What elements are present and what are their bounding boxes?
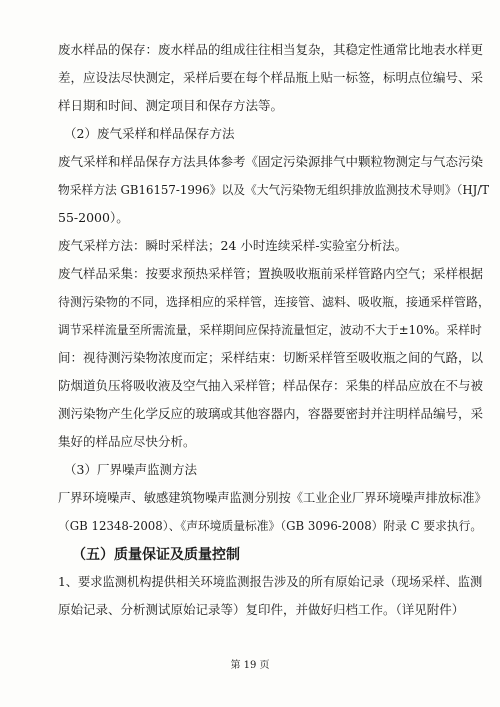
paragraph-line: 差，应设法尽快测定，采样后要在每个样品瓶上贴一标签，标明点位编号、采 (58, 70, 484, 85)
paragraph-line: 间：视待测污染物浓度而定；采样结束：切断采样管至吸收瓶之间的气路，以 (58, 350, 484, 365)
paragraph-line: 调节采样流量至所需流量，采样期间应保持流量恒定，波动不大于±10%。采样时 (58, 323, 482, 337)
subsection-heading: （2）废气采样和样品保存方法 (64, 126, 235, 141)
paragraph-line: 物采样方法 GB16157-1996》以及《大气污染物无组织排放监测技术导则》（HJ/T (58, 183, 490, 197)
page-number: 第 19 页 (230, 660, 270, 671)
paragraph-line: 防烟道负压将吸收液及空气抽入采样管；样品保存：采集的样品应放在不与被 (58, 378, 484, 393)
paragraph-line: 废气采样方法：瞬时采样法；24 小时连续采样-实验室分析法。 (58, 238, 408, 253)
paragraph-line: 废气样品采集：按要求预热采样管；置换吸收瓶前采样管路内空气；采样根据 (58, 266, 484, 281)
paragraph-line: （GB 12348-2008）、《声环境质量标准》（GB 3096-2008）附录 C 要求执行。 (58, 519, 483, 533)
paragraph-line: 55-2000）。 (58, 210, 129, 225)
paragraph-line: 废气采样和样品保存方法具体参考《固定污染源排气中颗粒物测定与气态污染 (58, 154, 484, 169)
paragraph-line: 测污染物产生化学反应的玻璃或其他容器内，容器要密封并注明样品编号，采 (58, 406, 484, 421)
paragraph-line: 厂界环境噪声、敏感建筑物噪声监测分别按《工业企业厂界环境噪声排放标准》 (58, 491, 487, 505)
paragraph-line: 废水样品的保存：废水样品的组成往往相当复杂，其稳定性通常比地表水样更 (58, 42, 484, 57)
paragraph-line: 1、要求监测机构提供相关环境监测报告涉及的所有原始记录（现场采样、监测 (58, 575, 483, 589)
section-heading: （五）质量保证及质量控制 (72, 547, 240, 563)
paragraph-line: 待测污染物的不同，选择相应的采样管，连接管、滤料、吸收瓶，接通采样管路， (58, 295, 491, 309)
paragraph-line: 样日期和时间、测定项目和保存方法等。 (58, 98, 284, 113)
subsection-heading: （3）厂界噪声监测方法 (64, 462, 197, 477)
paragraph-line: 集好的样品应尽快分析。 (58, 434, 196, 449)
paragraph-line: 原始记录、分析测试原始记录等）复印件，并做好归档工作。（详见附件） (58, 602, 465, 617)
